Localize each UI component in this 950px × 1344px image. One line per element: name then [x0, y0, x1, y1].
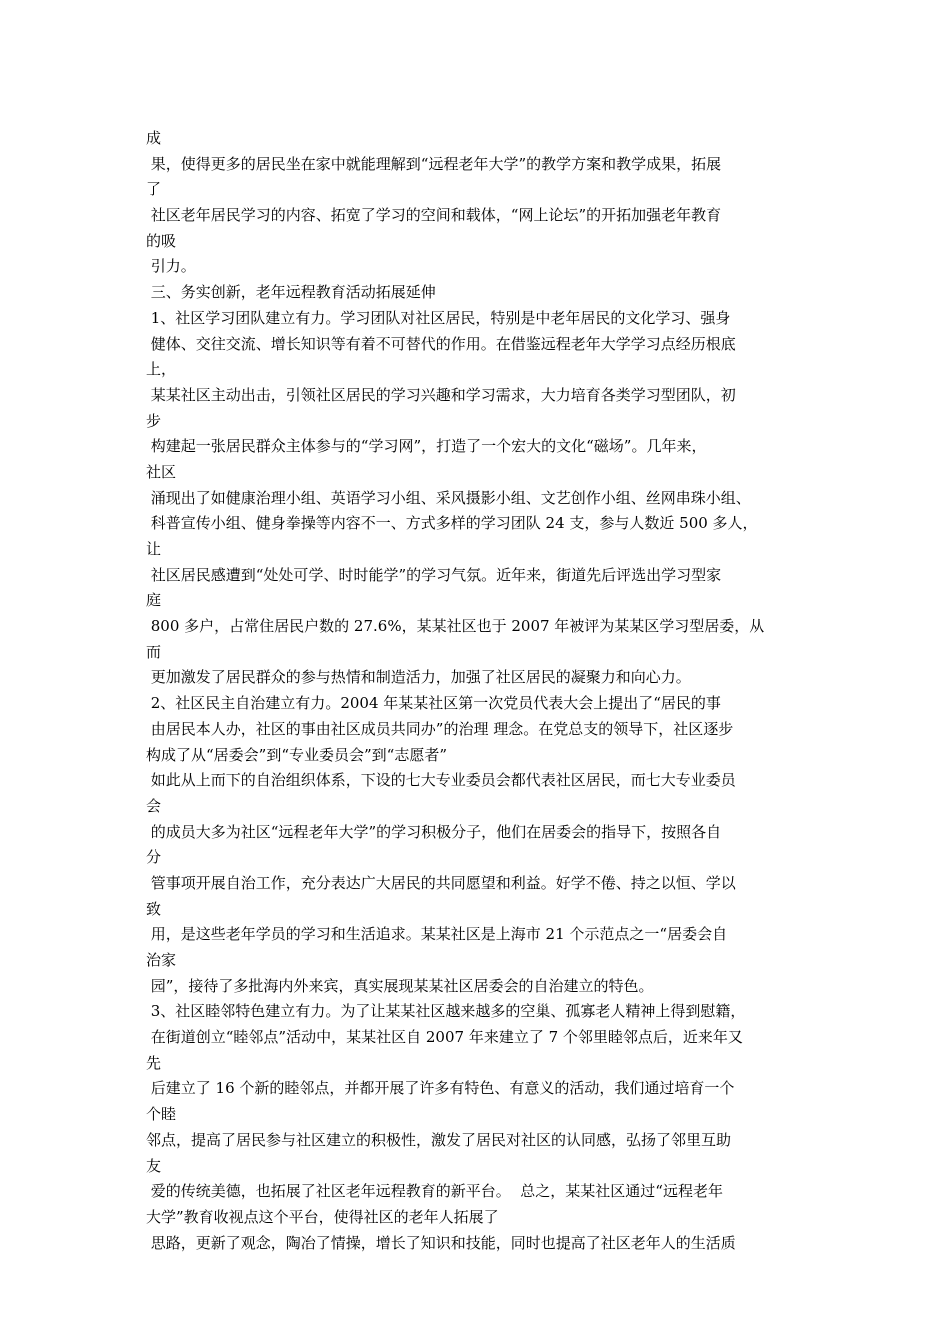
- text-line: 园”，接待了多批海内外来宾，真实展现某某社区居委会的自治建立的特色。: [146, 976, 654, 995]
- text-line: 3、社区睦邻特色建立有力。为了让某某社区越来越多的空巢、孤寡老人精神上得到慰籍，: [146, 1002, 746, 1021]
- text-line: 步: [146, 411, 162, 430]
- text-line: 科普宣传小组、健身拳操等内容不一、方式多样的学习团队 24 支，参与人数近 500 多人，: [146, 514, 758, 533]
- text-line: 果，使得更多的居民坐在家中就能理解到“远程老年大学”的教学方案和教学成果，拓展: [146, 154, 722, 173]
- text-line: 2、社区民主自治建立有力。2004 年某某社区第一次党员代表大会上提出了“居民的事: [146, 694, 721, 713]
- text-line: 而: [146, 642, 162, 661]
- text-line: 构成了从“居委会”到“专业委员会”到“志愿者”: [146, 745, 448, 764]
- text-line: 分: [146, 848, 162, 867]
- text-line: 800 多户，占常住居民户数的 27.6%，某某社区也于 2007 年被评为某某区学习型居委，从: [146, 617, 765, 636]
- document-body: [146, 126, 826, 1256]
- text-line: 1、社区学习团队建立有力。学习团队对社区居民，特别是中老年居民的文化学习、强身: [146, 308, 731, 327]
- text-line: 构建起一张居民群众主体参与的“学习网”，打造了一个宏大的文化“磁场”。几年来，: [146, 437, 707, 456]
- text-line: 的吸: [146, 231, 177, 250]
- text-line: 个睦: [146, 1105, 177, 1124]
- text-line: 社区: [146, 462, 177, 481]
- text-line: 健体、交往交流、增长知识等有着不可替代的作用。在借鉴远程老年大学学习点经历根底: [146, 334, 736, 353]
- text-line: 三、务实创新，老年远程教育活动拓展延伸: [146, 283, 436, 302]
- text-line: 涌现出了如健康治理小组、英语学习小组、采风摄影小组、文艺创作小组、丝网串珠小组、: [146, 488, 751, 507]
- text-line: 了: [146, 180, 162, 199]
- text-line: 如此从上而下的自治组织体系，下设的七大专业委员会都代表社区居民，而七大专业委员: [146, 771, 736, 790]
- text-line: 由居民本人办，社区的事由社区成员共同办”的治理 理念。在党总支的领导下，社区逐步: [146, 719, 734, 738]
- text-line: 会: [146, 796, 162, 815]
- text-line: 先: [146, 1053, 162, 1072]
- text-line: 友: [146, 1156, 162, 1175]
- text-line: 爱的传统美德，也拓展了社区老年远程教育的新平台。 总之，某某社区通过“远程老年: [146, 1182, 723, 1201]
- text-line: 成: [146, 129, 162, 147]
- text-line: 后建立了 16 个新的睦邻点，并都开展了许多有特色、有意义的活动，我们通过培育一个: [146, 1079, 735, 1098]
- text-line: 的成员大多为社区“远程老年大学”的学习积极分子，他们在居委会的指导下，按照各自: [146, 822, 722, 841]
- text-line: 某某社区主动出击，引领社区居民的学习兴趣和学习需求，大力培育各类学习型团队，初: [146, 385, 736, 404]
- text-line: 在街道创立“睦邻点”活动中，某某社区自 2007 年来建立了 7 个邻里睦邻点后，近来年又: [146, 1028, 743, 1047]
- text-line: 用，是这些老年学员的学习和生活追求。某某社区是上海市 21 个示范点之一“居委会自: [146, 925, 728, 944]
- text-line: 社区居民感遭到“处处可学、时时能学”的学习气氛。近年来，街道先后评选出学习型家: [146, 565, 722, 584]
- text-line: 治家: [146, 951, 177, 969]
- text-line: 邻点，提高了居民参与社区建立的积极性，激发了居民对社区的认同感，弘扬了邻里互助: [146, 1130, 732, 1149]
- text-line: 大学”教育收视点这个平台，使得社区的老年人拓展了: [146, 1207, 499, 1226]
- text-line: 思路，更新了观念，陶冶了情操，增长了知识和技能，同时也提高了社区老年人的生活质: [146, 1233, 736, 1252]
- text-line: 让: [146, 540, 162, 558]
- text-line: 致: [146, 899, 162, 918]
- text-line: 引力。: [146, 257, 196, 276]
- text-line: 更加激发了居民群众的参与热情和制造活力，加强了社区居民的凝聚力和向心力。: [146, 668, 691, 687]
- text-line: 庭: [146, 591, 162, 610]
- text-line: 社区老年居民学习的内容、拓宽了学习的空间和载体，“网上论坛”的开拓加强老年教育: [146, 206, 722, 225]
- text-line: 管事项开展自治工作，充分表达广大居民的共同愿望和利益。好学不倦、持之以恒、学以: [146, 873, 736, 892]
- text-line: 上，: [146, 360, 177, 379]
